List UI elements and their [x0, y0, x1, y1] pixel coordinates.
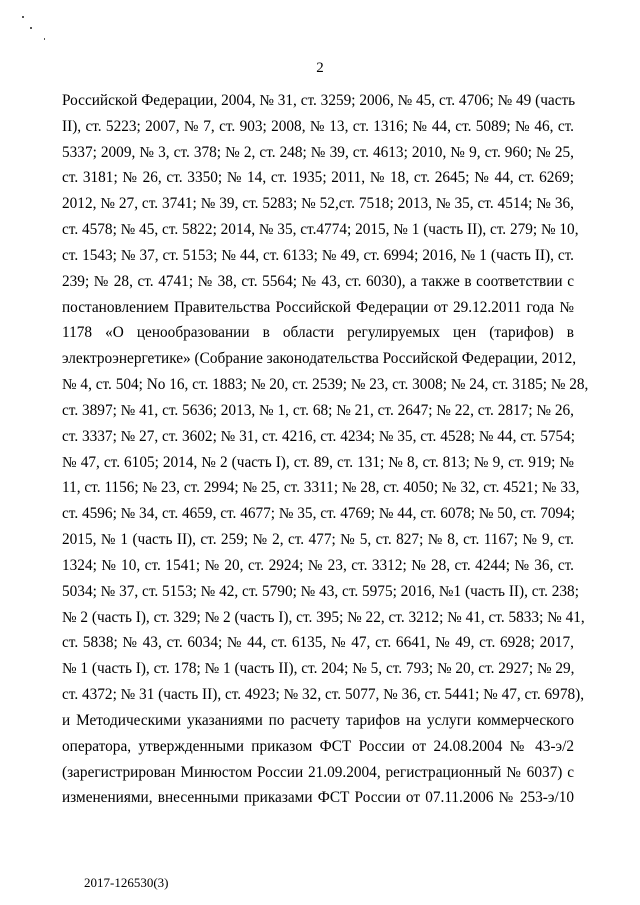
body-line: ст. 1543; № 37, ст. 5153; № 44, ст. 6133; № 49, ст. 6994; 2016, № 1 (часть II), ст. [62, 246, 574, 264]
body-line: ст. 3897; № 41, ст. 5636; 2013, № 1, ст. 68; № 21, ст. 2647; № 22, ст. 2817; № 26, [62, 401, 574, 419]
body-line: оператора, утвержденными приказом ФСТ России от 24.08.2004 № 43-э/2 [62, 737, 574, 755]
body-line: Российской Федерации, 2004, № 31, ст. 3259; 2006, № 45, ст. 4706; № 49 (часть [62, 92, 576, 109]
body-line: 5034; № 37, ст. 5153; № 42, ст. 5790; № 43, ст. 5975; 2016, №1 (часть II), ст. 238; [62, 582, 579, 600]
body-line: и Методическими указаниями по расчету тарифов на услуги коммерческого [62, 711, 574, 729]
body-line: ст. 3337; № 27, ст. 3602; № 31, ст. 4216, ст. 4234; № 35, ст. 4528; № 44, ст. 5754; [62, 427, 576, 445]
body-line: 1324; № 10, ст. 1541; № 20, ст. 2924; № 23, ст. 3312; № 28, ст. 4244; № 36, ст. [62, 556, 574, 574]
body-line: 2015, № 1 (часть II), ст. 259; № 2, ст. 477; № 5, ст. 827; № 8, ст. 1167; № 9, ст. [62, 531, 574, 549]
body-line: № 2 (часть I), ст. 329; № 2 (часть I), ст. 395; № 22, ст. 3212; № 41, ст. 5833; № 41, [62, 608, 585, 626]
scan-speck [44, 38, 45, 40]
scan-speck [22, 16, 24, 18]
body-line: 239; № 28, ст. 4741; № 38, ст. 5564; № 43, ст. 6030), а также в соответствии с [62, 272, 574, 290]
document-id: 2017-126530(3) [84, 875, 169, 890]
body-line: № 47, ст. 6105; 2014, № 2 (часть I), ст. 89, ст. 131; № 8, ст. 813; № 9, ст. 919; № [62, 453, 574, 471]
body-line: электроэнергетике» (Собрание законодательства Российской Федерации, 2012, [62, 350, 577, 368]
body-line: № 1 (часть I), ст. 178; № 1 (часть II), ст. 204; № 5, ст. 793; № 20, ст. 2927; № 29, [62, 660, 575, 678]
body-line: 2012, № 27, ст. 3741; № 39, ст. 5283; № 52,ст. 7518; 2013, № 35, ст. 4514; № 36, [62, 195, 574, 213]
body-line: ст. 4596; № 34, ст. 4659, ст. 4677; № 35, ст. 4769; № 44, ст. 6078; № 50, ст. 7094; [62, 505, 576, 523]
document-body [62, 91, 589, 814]
page-number: 2 [316, 60, 324, 76]
body-line: 11, ст. 1156; № 23, ст. 2994; № 25, ст. 3311; № 28, ст. 4050; № 32, ст. 4521; № 33, [62, 479, 580, 497]
body-line: ст. 3181; № 26, ст. 3350; № 14, ст. 1935; 2011, № 18, ст. 2645; № 44, ст. 6269; [62, 169, 574, 187]
body-line: (зарегистрирован Минюстом России 21.09.2004, регистрационный № 6037) с [62, 763, 574, 781]
body-line: ст. 5838; № 43, ст. 6034; № 44, ст. 6135, № 47, ст. 6641, № 49, ст. 6928; 2017, [62, 634, 574, 652]
body-line: ст. 4578; № 45, ст. 5822; 2014, № 35, ст.4774; 2015, № 1 (часть II), ст. 279; № 10, [62, 221, 579, 239]
body-line: II), ст. 5223; 2007, № 7, ст. 903; 2008, № 13, ст. 1316; № 44, ст. 5089; № 46, ст. [62, 117, 574, 135]
body-line: изменениями, внесенными приказами ФСТ России от 07.11.2006 № 253-э/10 [62, 789, 574, 807]
body-line: постановлением Правительства Российской Федерации от 29.12.2011 года № [62, 298, 574, 316]
body-line: № 4, ст. 504; No 16, ст. 1883; № 20, ст. 2539; № 23, ст. 3008; № 24, ст. 3185; № 28, [62, 376, 589, 394]
body-line: 1178 «О ценообразовании в области регулируемых цен (тарифов) в [62, 324, 574, 342]
body-line: ст. 4372; № 31 (часть II), ст. 4923; № 32, ст. 5077, № 36, ст. 5441; № 47, ст. 6978), [62, 686, 585, 704]
scan-speck [30, 27, 32, 29]
body-line: 5337; 2009, № 3, ст. 378; № 2, ст. 248; № 39, ст. 4613; 2010, № 9, ст. 960; № 25, [62, 143, 574, 161]
